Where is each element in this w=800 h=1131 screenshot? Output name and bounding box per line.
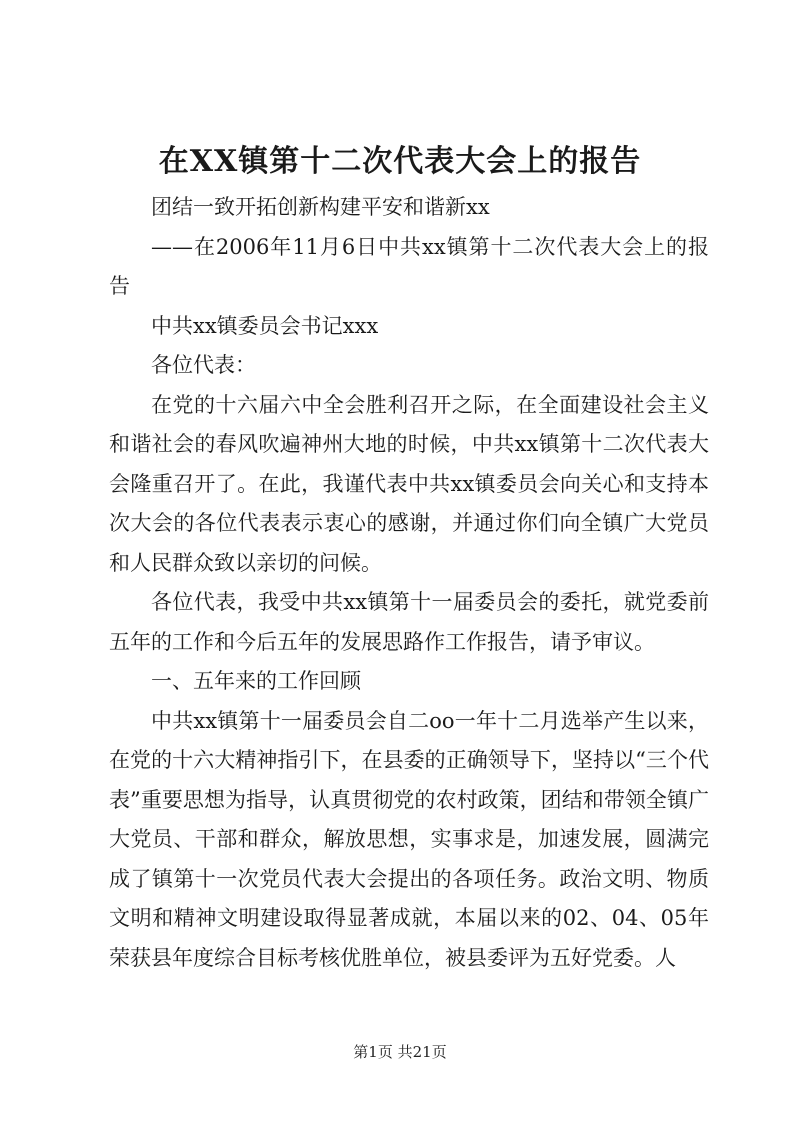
- occasion-paragraph: ——在2006年11月6日中共xx镇第十二次代表大会上的报告: [109, 234, 709, 298]
- page-footer: 第1页 共21页: [353, 1043, 447, 1061]
- salutation-paragraph: 各位代表：: [151, 353, 256, 377]
- body-paragraph: 中共xx镇第十一届委员会自二oo一年十二月选举产生以来，在党的十六大精神指引下，在县委的正确领导下，坚持以“三个代表”重要思想为指导，认真贯彻党的农村政策，团结和带领全镇广大党员、干部和群众，解放思想，实事求是，加速发展，圆满完成了镇第十一次党员代表大会提出的各项任务。政治文明、物质文明和精神文明建设取得显著成就，本届以来的02、04、05年荣获县年度综合目标考核优胜单位，被县委评为五好党委。人: [109, 708, 709, 970]
- document-title: 在XX镇第十二次代表大会上的报告: [158, 144, 642, 179]
- body-paragraph: 在党的十六届六中全会胜利召开之际，在全面建设社会主义和谐社会的春风吹遍神州大地的时候，中共xx镇第十二次代表大会隆重召开了。在此，我谨代表中共xx镇委员会向关心和支持本次大会的各位代表表示衷心的感谢，并通过你们向全镇广大党员和人民群众致以亲切的问候。: [109, 392, 709, 575]
- section-heading: 一、五年来的工作回顾: [151, 669, 361, 693]
- subtitle-paragraph: 团结一致开拓创新构建平安和谐新xx: [151, 195, 490, 219]
- author-paragraph: 中共xx镇委员会书记xxx: [151, 313, 379, 338]
- document-body: [109, 188, 709, 978]
- body-paragraph: 各位代表，我受中共xx镇第十一届委员会的委托，就党委前五年的工作和今后五年的发展思路作工作报告，请予审议。: [109, 590, 709, 654]
